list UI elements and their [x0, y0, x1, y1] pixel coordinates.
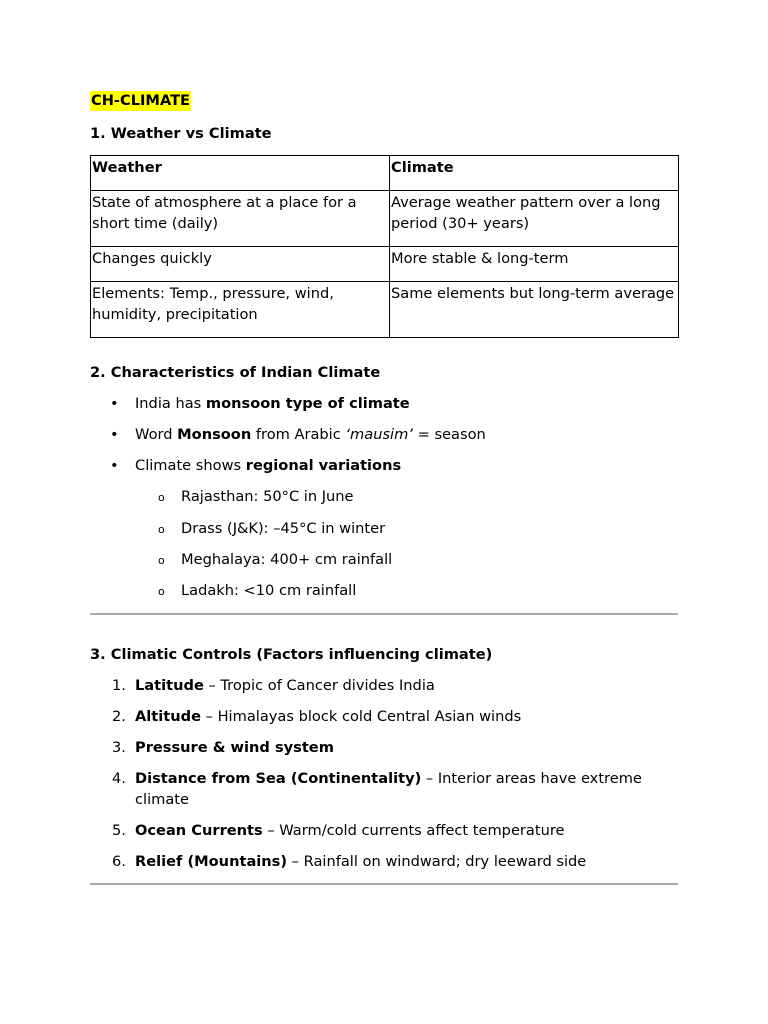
weather-vs-climate-table: [90, 155, 679, 338]
bullet-icon: •: [110, 457, 119, 474]
sub-list-item: [158, 549, 393, 570]
item-number: 4.: [112, 770, 126, 787]
item-text: – Interior areas have extreme climate: [135, 770, 642, 808]
list-item-text: from Arabic: [251, 426, 346, 443]
table-cell: Same elements but long-term average: [390, 282, 679, 338]
item-term: Latitude: [135, 677, 204, 694]
list-item-italic: ‘mausim’: [345, 426, 413, 443]
document-title: CH-CLIMATE: [91, 92, 191, 109]
sub-bullet-icon: o: [158, 585, 165, 598]
numbered-item: [112, 737, 675, 758]
item-text: – Himalayas block cold Central Asian winds: [201, 708, 522, 725]
table-cell: Average weather pattern over a long period (30+ years): [390, 191, 679, 247]
numbered-item: [112, 768, 675, 810]
horizontal-divider: [90, 883, 678, 885]
item-text: – Warm/cold currents affect temperature: [262, 822, 565, 839]
section-heading-climatic-controls: 3. Climatic Controls (Factors influencing climate): [90, 646, 493, 663]
list-item-text: Word: [135, 426, 178, 443]
item-text: – Tropic of Cancer divides India: [203, 677, 435, 694]
sub-bullet-icon: o: [158, 491, 165, 504]
bullet-icon: •: [110, 395, 119, 412]
item-term: Relief (Mountains): [135, 853, 288, 870]
item-number: 2.: [112, 708, 126, 725]
sub-list-item: [158, 486, 354, 507]
table-row: [91, 191, 679, 247]
item-term: Distance from Sea (Continentality): [135, 770, 422, 787]
list-item: [110, 455, 402, 476]
sub-list-item-text: Drass (J&K): –45°C in winter: [181, 520, 386, 537]
list-item-text: = season: [412, 426, 486, 443]
table-row: [91, 247, 679, 282]
numbered-item: [112, 706, 675, 727]
bullet-icon: •: [110, 426, 119, 443]
list-item-emphasis: monsoon type of climate: [205, 395, 410, 412]
table-header-cell: Weather: [91, 156, 390, 191]
sub-list-item: [158, 580, 357, 601]
list-item: [110, 393, 410, 414]
item-number: 6.: [112, 853, 126, 870]
item-term: Pressure & wind system: [135, 739, 334, 756]
list-item-emphasis: Monsoon: [177, 426, 252, 443]
table-cell: Changes quickly: [91, 247, 390, 282]
sub-list-item-text: Rajasthan: 50°C in June: [181, 488, 354, 505]
item-number: 3.: [112, 739, 126, 756]
item-text: – Rainfall on windward; dry leeward side: [287, 853, 587, 870]
table-row: [91, 282, 679, 338]
numbered-item: [112, 851, 675, 872]
table-header-cell: Climate: [390, 156, 679, 191]
table-header-row: [91, 156, 679, 191]
section-heading-weather-vs-climate: 1. Weather vs Climate: [90, 125, 272, 142]
table-cell: More stable & long-term: [390, 247, 679, 282]
horizontal-divider: [90, 613, 678, 615]
list-item-text: Climate shows: [135, 457, 246, 474]
list-item-emphasis: regional variations: [245, 457, 402, 474]
item-number: 1.: [112, 677, 126, 694]
sub-list-item-text: Ladakh: <10 cm rainfall: [181, 582, 357, 599]
item-term: Altitude: [135, 708, 201, 725]
table-cell: Elements: Temp., pressure, wind, humidity, precipitation: [91, 282, 390, 338]
table-cell: State of atmosphere at a place for a short time (daily): [91, 191, 390, 247]
sub-list-item-text: Meghalaya: 400+ cm rainfall: [181, 551, 393, 568]
section-heading-indian-climate: 2. Characteristics of Indian Climate: [90, 364, 381, 381]
item-term: Ocean Currents: [135, 822, 263, 839]
numbered-item: [112, 820, 675, 841]
sub-bullet-icon: o: [158, 554, 165, 567]
sub-list-item: [158, 518, 386, 539]
list-item-text: India has: [135, 395, 206, 412]
sub-bullet-icon: o: [158, 523, 165, 536]
item-number: 5.: [112, 822, 126, 839]
numbered-item: [112, 675, 675, 696]
list-item: [110, 424, 486, 445]
